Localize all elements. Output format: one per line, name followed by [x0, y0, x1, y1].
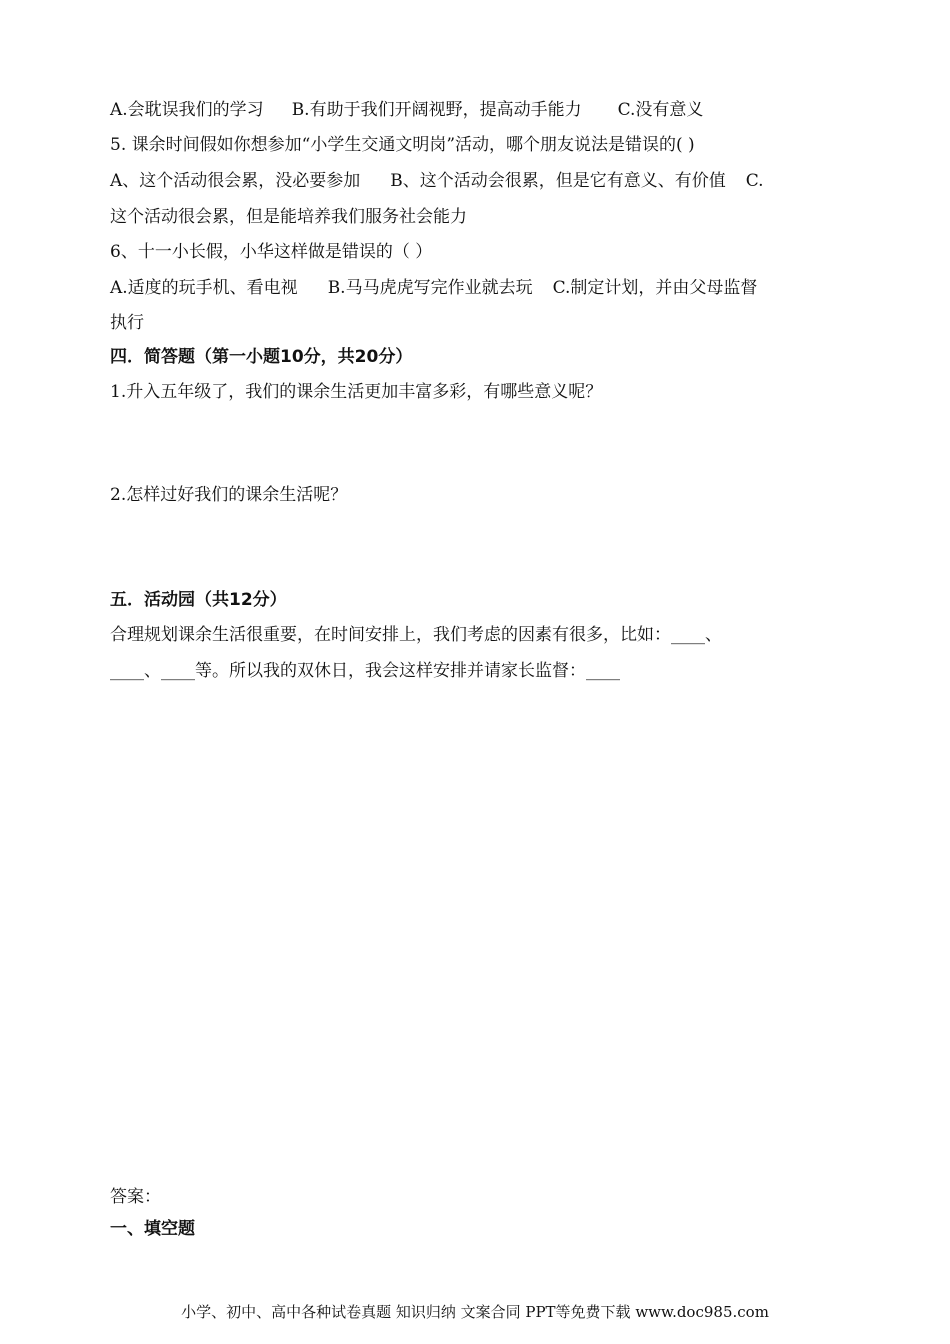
q5-options-line — [110, 170, 850, 192]
q5-option-a: A、这个活动很会累，没必要参加 — [110, 171, 361, 191]
q5-stem: 5. 课余时间假如你想参加“小学生交通文明岗”活动，哪个朋友说法是错误的( ) — [110, 135, 695, 155]
q4-option-c: C.没有意义 — [617, 100, 704, 120]
page-footer: 小学、初中、高中各种试卷真题 知识归纳 文案合同 PPT等免费下载 www.doc985.com — [181, 1303, 769, 1321]
q6-option-c: C.制定计划，并由父母监督 — [552, 278, 758, 298]
answers-label: 答案： — [110, 1187, 161, 1207]
section4-question-2: 2.怎样过好我们的课余生活呢？ — [110, 485, 348, 505]
q6-option-a: A.适度的玩手机、看电视 — [110, 278, 298, 298]
section4-heading: 四．简答题（第一小题10分，共20分） — [110, 347, 413, 367]
q6-option-c-continued: 执行 — [110, 313, 144, 333]
answers-heading: 一、填空题 — [110, 1219, 195, 1239]
section5-text-line-1: 合理规划课余生活很重要，在时间安排上，我们考虑的因素有很多，比如：____、 — [110, 625, 722, 645]
q5-option-b: B、这个活动会很累，但是它有意义、有价值 — [390, 171, 726, 191]
section5-heading: 五．活动园（共12分） — [110, 590, 287, 610]
q6-option-b: B.马马虎虎写完作业就去玩 — [327, 278, 533, 298]
q4-option-a: A.会耽误我们的学习 — [110, 100, 264, 120]
q5-option-c-start: C. — [745, 171, 764, 191]
q4-option-b: B.有助于我们开阔视野，提高动手能力 — [291, 100, 582, 120]
q5-option-c-continued: 这个活动很会累，但是能培养我们服务社会能力 — [110, 207, 467, 227]
section5-text-line-2: ____、____等。所以我的双休日，我会这样安排并请家长监督：____ — [110, 661, 620, 681]
q6-stem: 6、十一小长假，小华这样做是错误的（ ） — [110, 242, 433, 262]
q4-options-line — [110, 99, 850, 121]
section4-question-1: 1.升入五年级了，我们的课余生活更加丰富多彩，有哪些意义呢？ — [110, 382, 603, 402]
q6-options-line — [110, 277, 850, 299]
